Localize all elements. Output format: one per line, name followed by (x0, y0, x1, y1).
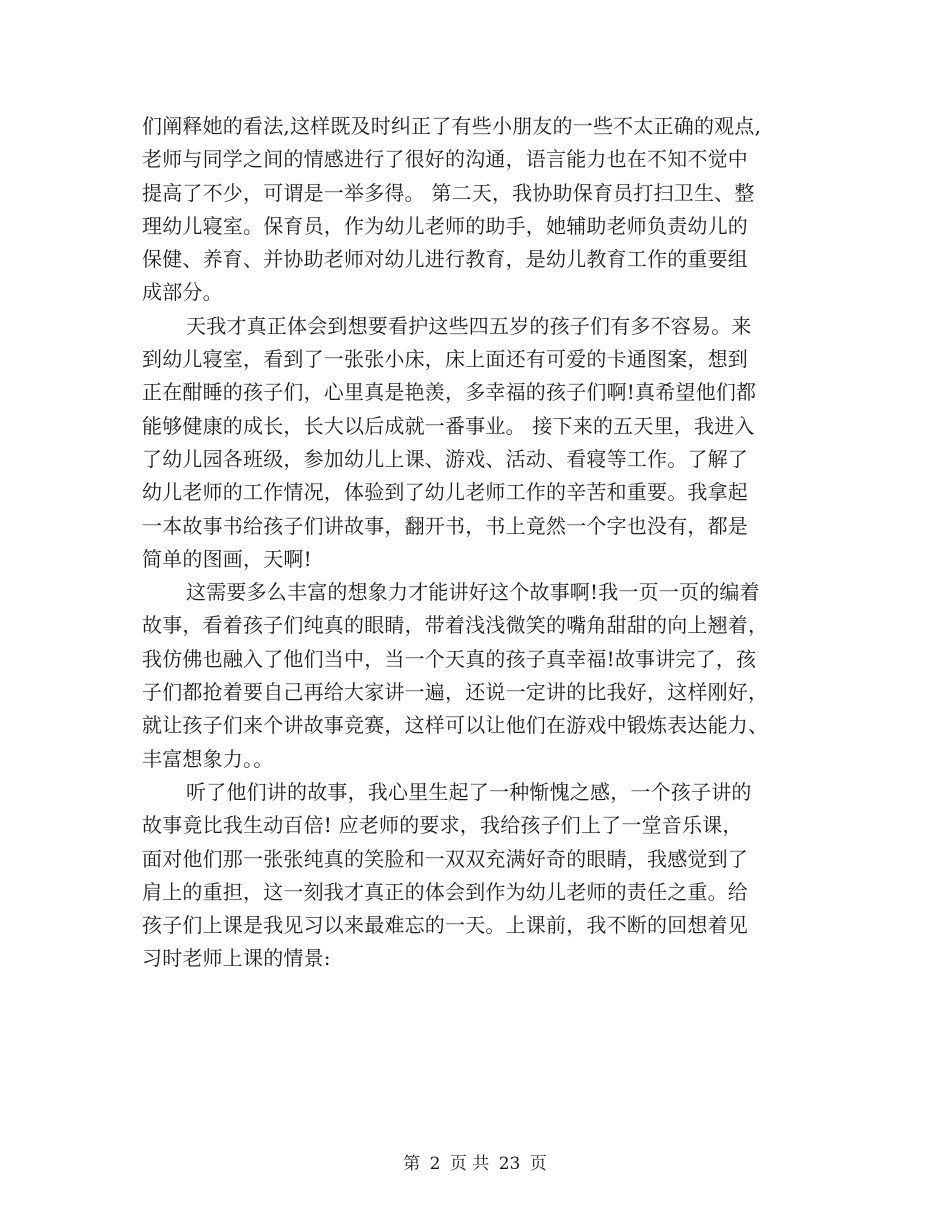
text-line: 子们都抢着要自己再给大家讲一遍，还说一定讲的比我好，这样刚好， (142, 680, 769, 705)
text-line: 幼儿老师的工作情况，体验到了幼儿老师工作的辛苦和重要。我拿起 (142, 480, 748, 505)
text-line: 肩上的重担，这一刻我才真正的体会到作为幼儿老师的责任之重。给 (142, 879, 748, 904)
text-line: 保健、养育、并协助老师对幼儿进行教育，是幼儿教育工作的重要组 (142, 247, 748, 272)
text-line: 提高了不少，可谓是一举多得。 第二天，我协助保育员打扫卫生、整 (142, 180, 755, 205)
text-line: 听了他们讲的故事，我心里生起了一种惭愧之感，一个孩子讲的 (186, 779, 752, 804)
text-line: 面对他们那一张张纯真的笑脸和一双双充满好奇的眼睛，我感觉到了 (142, 846, 748, 871)
body-text (142, 110, 822, 976)
paragraph-3 (142, 576, 822, 776)
text-line: 到幼儿寝室，看到了一张张小床，床上面还有可爱的卡通图案，想到 (142, 347, 748, 372)
text-line: 简单的图画，天啊! (142, 546, 312, 571)
text-line: 故事竟比我生动百倍! 应老师的要求，我给孩子们上了一堂音乐课， (142, 813, 743, 838)
text-line: 正在酣睡的孩子们，心里真是艳羡，多幸福的孩子们啊!真希望他们都 (142, 380, 757, 405)
text-line: 理幼儿寝室。保育员，作为幼儿老师的助手，她辅助老师负责幼儿的 (142, 213, 748, 238)
text-line: 我仿佛也融入了他们当中，当一个天真的孩子真幸福!故事讲完了，孩 (142, 646, 757, 671)
text-line: 就让孩子们来个讲故事竞赛，这样可以让他们在游戏中锻炼表达能力、 (142, 713, 769, 738)
paragraph-1 (142, 110, 822, 310)
text-line: 能够健康的成长，长大以后成就一番事业。 接下来的五天里，我进入 (142, 413, 755, 438)
page-footer (0, 1152, 950, 1176)
text-line: 一本故事书给孩子们讲故事，翻开书，书上竟然一个字也没有，都是 (142, 513, 748, 538)
text-line: 了幼儿园各班级，参加幼儿上课、游戏、活动、看寝等工作。了解了 (142, 446, 748, 471)
text-line: 孩子们上课是我见习以来最难忘的一天。上课前，我不断的回想着见 (142, 913, 748, 938)
footer-suffix: 页 (529, 1154, 547, 1174)
footer-prefix: 第 (403, 1154, 421, 1174)
text-line: 成部分。 (142, 280, 223, 305)
text-line: 习时老师上课的情景: (142, 946, 331, 971)
total-page-count: 23 (498, 1154, 521, 1174)
footer-middle: 页 共 (449, 1154, 490, 1174)
paragraph-4 (142, 776, 822, 976)
paragraph-2 (142, 310, 822, 576)
text-line: 丰富想象力。。 (142, 746, 274, 771)
text-line: 天我才真正体会到想要看护这些四五岁的孩子们有多不容易。来 (186, 313, 752, 338)
current-page-number: 2 (429, 1154, 441, 1174)
text-line: 老师与同学之间的情感进行了很好的沟通，语言能力也在不知不觉中 (142, 147, 748, 172)
text-line: 这需要多么丰富的想象力才能讲好这个故事啊!我一页一页的编着 (186, 580, 760, 605)
text-line: 们阐释她的看法,这样既及时纠正了有些小朋友的一些不太正确的观点, (142, 114, 762, 138)
text-line: 故事，看着孩子们纯真的眼睛，带着浅浅微笑的嘴角甜甜的向上翘着， (142, 613, 769, 638)
